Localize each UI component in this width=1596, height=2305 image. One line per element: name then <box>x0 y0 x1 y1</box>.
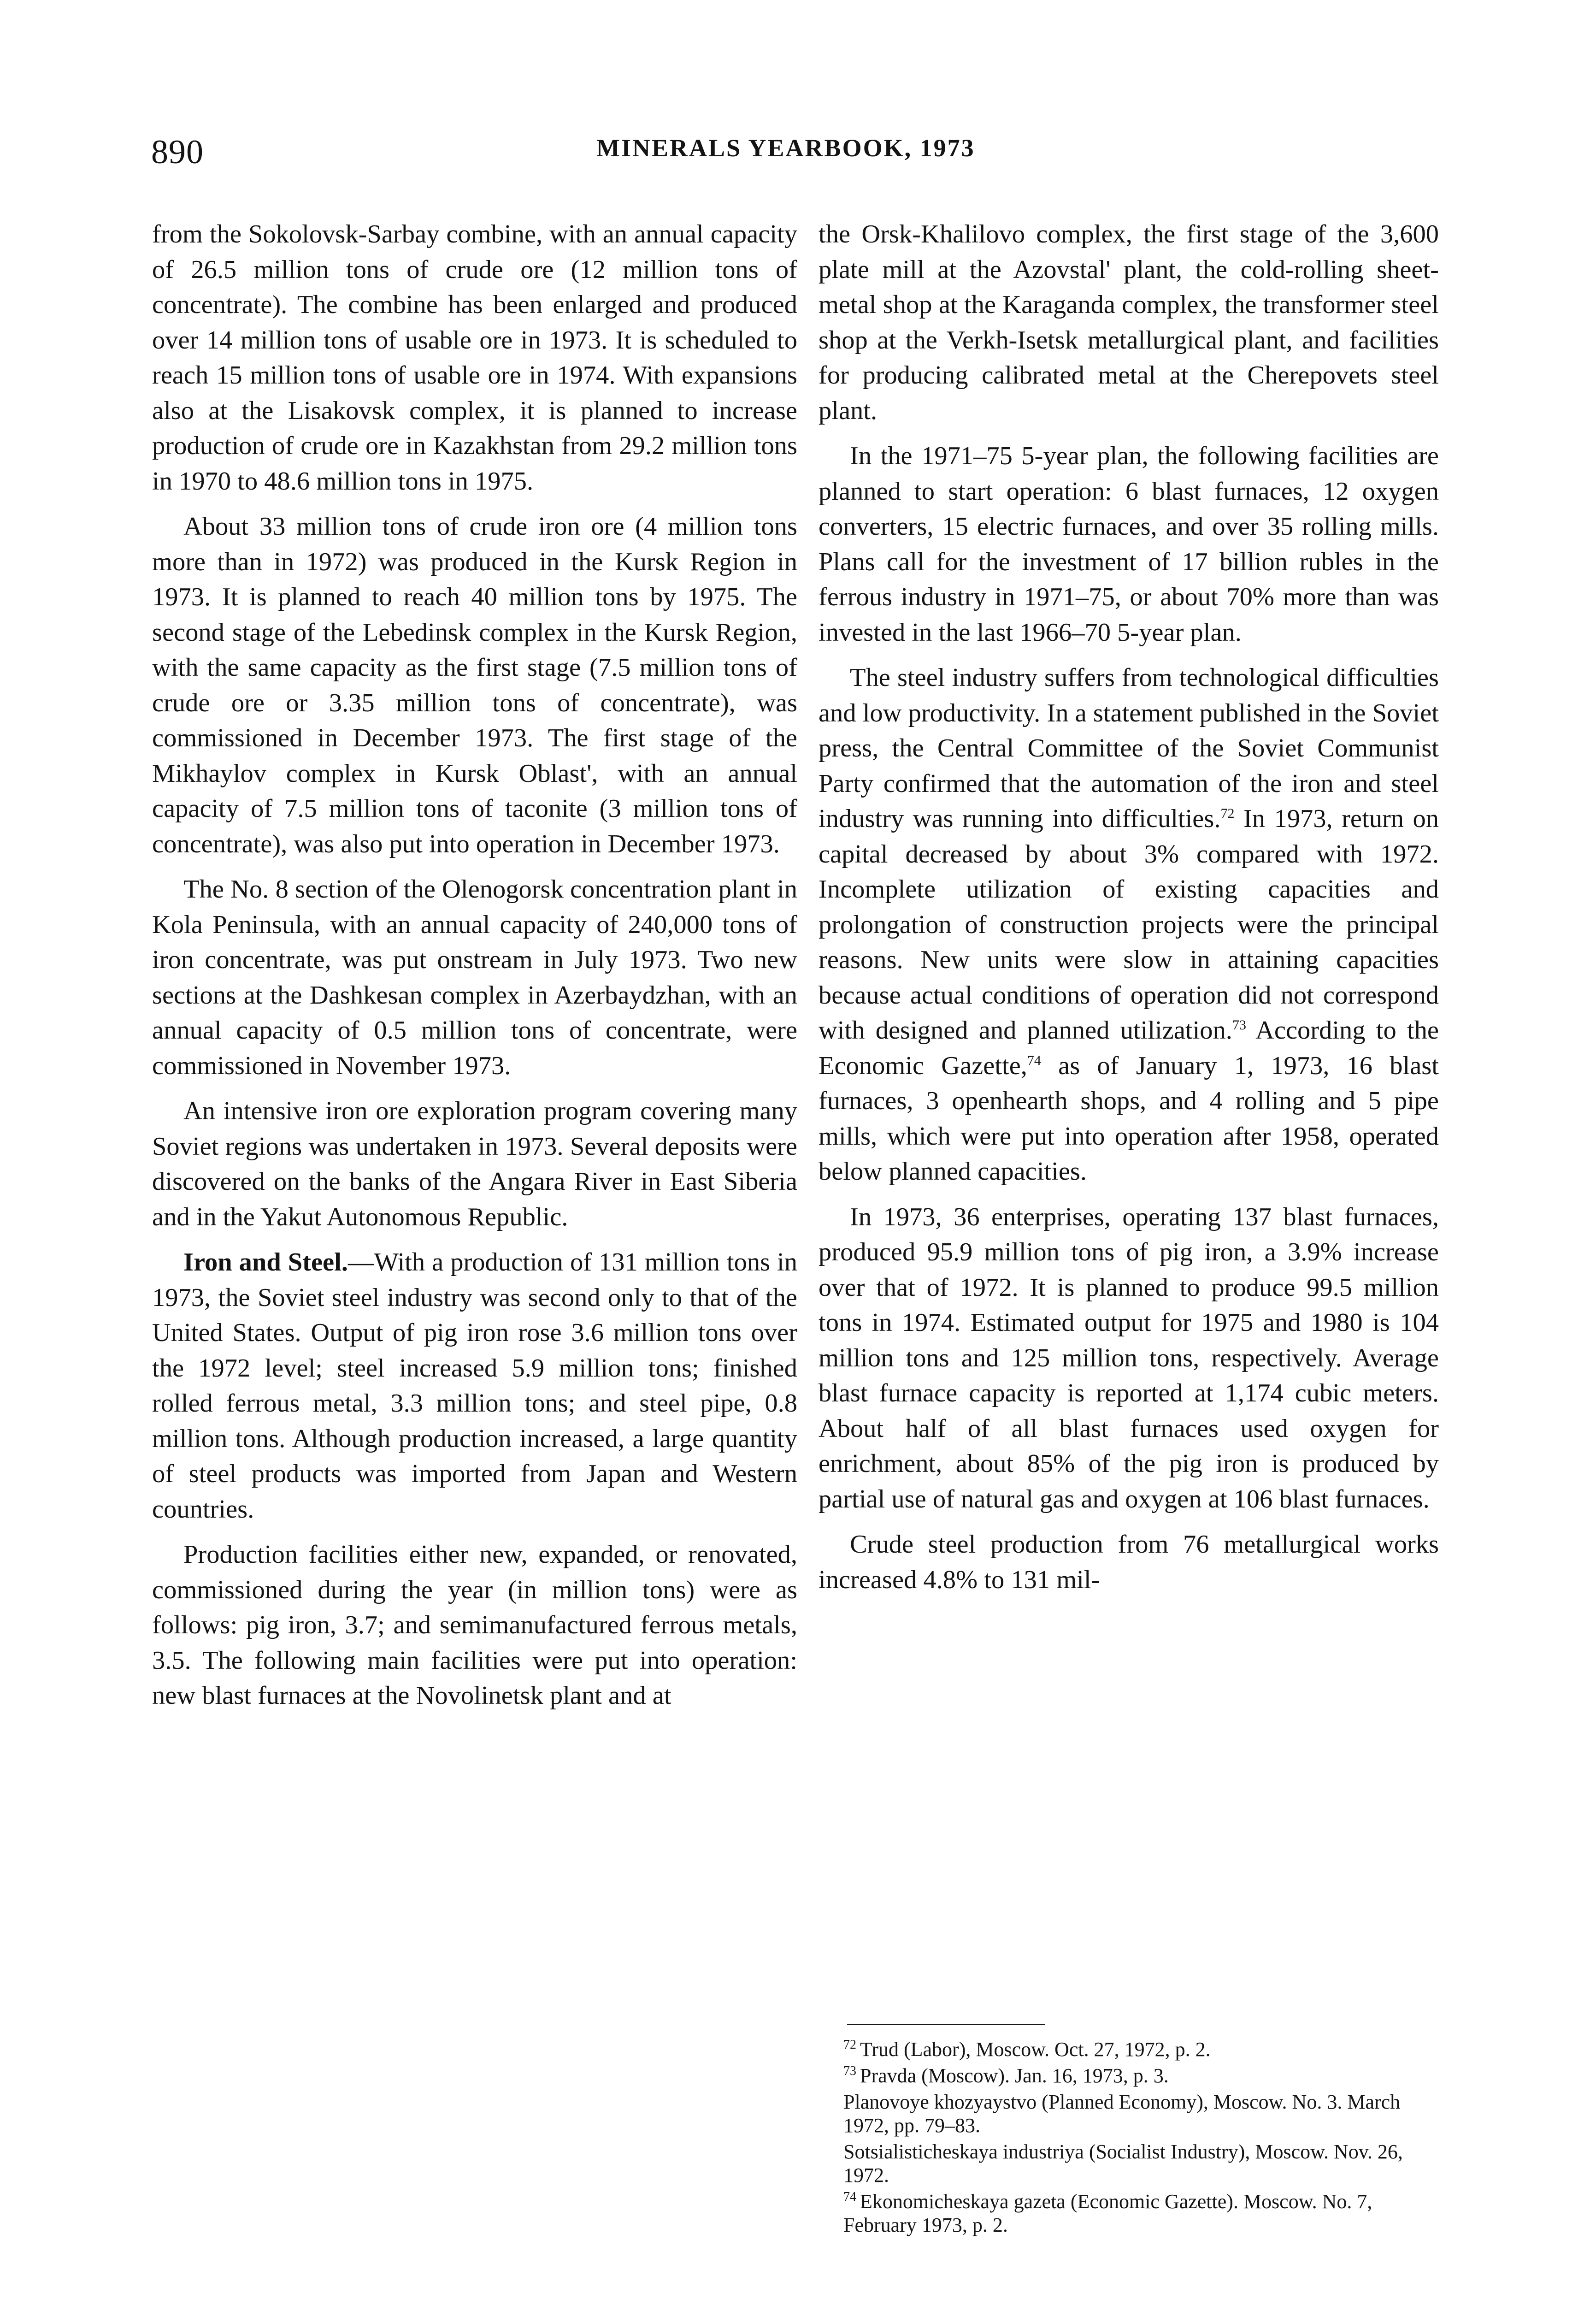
page-number: 890 <box>151 133 204 171</box>
footnote-72 <box>843 2038 1445 2061</box>
left-column <box>152 217 797 1724</box>
paragraph: from the Sokolovsk-Sarbay combine, with an annual capacity of 26.5 million tons of crude ore (12 million tons of concentrate). The combine has been enlarged and produced over 14 million tons of usable ore in 1973. It is scheduled to reach 15 million tons of usable ore in 1974. With expansions also at the Lisakovsk complex, it is planned to increase production of crude ore in Kazakhstan from 29.2 million tons in 1970 to 48.6 million tons in 1975. <box>152 220 797 496</box>
paragraph: In 1973, 36 enterprises, operating 137 blast furnaces, produced 95.9 million tons of pig iron, a 3.9% increase over that of 1972. It is planned to produce 99.5 million tons in 1974. Estimated output for 1975 and 1980 is 104 million tons and 125 million tons, respectively. Average blast furnace capacity is reported at 1,174 cubic meters. About half of all blast furnaces used oxygen for enrichment, about 85% of the pig iron is produced by partial use of natural gas and oxygen at 106 blast furnaces. <box>819 1202 1439 1513</box>
footnote-text: Trud (Labor), Moscow. Oct. 27, 1972, p. 2. <box>860 2038 1211 2061</box>
paragraph-body: —With a production of 131 million tons in 1973, the Soviet steel industry was second only to that of the United States. Output of pig iron rose 3.6 million tons over the 1972 level; steel increased 5.9 million tons; finished rolled ferrous metal, 3.3 million tons; and steel pipe, 0.8 million tons. Although production increased, a large quantity of steel products was imported from Japan and Western countries. <box>152 1248 797 1524</box>
footnote-mark: 73 <box>843 2064 856 2079</box>
footnote-divider <box>847 2024 1045 2025</box>
paragraph <box>819 660 1439 1189</box>
running-head: MINERALS YEARBOOK, 1973 <box>596 134 975 162</box>
footnote-text: Pravda (Moscow). Jan. 16, 1973, p. 3. <box>860 2064 1169 2087</box>
paragraph: Production facilities either new, expanded, or renovated, commissioned during the year (in million tons) were as follows: pig iron, 3.7; and semimanufactured ferrous metals, 3.5. The following main facilities were put into operation: new blast furnaces at the Novolinetsk plant and at <box>152 1540 797 1710</box>
footnotes <box>843 2038 1445 2240</box>
paragraph: Crude steel production from 76 metallurgical works increased 4.8% to 131 mil- <box>819 1530 1439 1594</box>
footnote-73-continued: Sotsialisticheskaya industriya (Socialist Industry), Moscow. Nov. 26, 1972. <box>843 2140 1403 2187</box>
footnote-ref: 72 <box>1220 806 1235 822</box>
text-run: In 1973, return on capital decreased by about 3% compared with 1972. Incomplete utilization of existing capacities and prolongation of construction projects were the principal reasons. New units were slow in attaining capacities because actual conditions of operation did not correspond with designed and planned utilization. <box>819 804 1439 1045</box>
footnote-mark: 74 <box>843 2190 856 2205</box>
footnote-mark: 72 <box>843 2038 856 2052</box>
footnote-ref: 73 <box>1232 1017 1246 1033</box>
footnote-text: Ekonomicheskaya gazeta (Economic Gazette). Moscow. No. 7, February 1973, p. 2. <box>843 2190 1372 2236</box>
paragraph-iron-and-steel <box>152 1245 797 1527</box>
paragraph: The No. 8 section of the Olenogorsk concentration plant in Kola Peninsula, with an annual capacity of 240,000 tons of iron concentrate, was put onstream in July 1973. Two new sections at the Dashkesan complex in Azerbaydzhan, with an annual capacity of 0.5 million tons of concentrate, were commissioned in November 1973. <box>152 875 797 1080</box>
footnote-ref: 74 <box>1027 1052 1041 1068</box>
paragraph: An intensive iron ore exploration program covering many Soviet regions was undertaken in 1973. Several deposits were discovered on the banks of the Angara River in East Siberia and in the Yakut Autonomous Republic. <box>152 1097 797 1231</box>
footnote-73-continued: Planovoye khozyaystvo (Planned Economy), Moscow. No. 3. March 1972, pp. 79–83. <box>843 2091 1401 2137</box>
text-run: as of January 1, 1973, 16 blast furnaces, 3 openhearth shops, and 4 rolling and 5 pipe mills, which were put into operation after 1958, operated below planned capacities. <box>819 1051 1439 1186</box>
paragraph: In the 1971–75 5-year plan, the following facilities are planned to start operation: 6 blast furnaces, 12 oxygen converters, 15 electric furnaces, and over 35 rolling mills. Plans call for the investment of 17 billion rubles in the ferrous industry in 1971–75, or about 70% more than was invested in the last 1966–70 5-year plan. <box>819 442 1439 647</box>
section-heading: Iron and Steel. <box>183 1248 348 1277</box>
paragraph: the Orsk-Khalilovo complex, the first stage of the 3,600 plate mill at the Azovstal' plant, the cold-rolling sheet-metal shop at the Karaganda complex, the transformer steel shop at the Verkh-Isetsk metallurgical plant, and facilities for producing calibrated metal at the Cherepovets steel plant. <box>819 220 1439 425</box>
text-run: According to the Economic Gazette, <box>819 1016 1439 1080</box>
footnote-74 <box>843 2190 1445 2237</box>
right-column <box>819 217 1439 1608</box>
text-run: The steel industry suffers from technological difficulties and low productivity. In a statement published in the Soviet press, the Central Committee of the Soviet Communist Party confirmed that the automation of the iron and steel industry was running into difficulties. <box>819 663 1439 833</box>
paragraph: About 33 million tons of crude iron ore (4 million tons more than in 1972) was produced in the Kursk Region in 1973. It is planned to reach 40 million tons by 1975. The second stage of the Lebedinsk complex in the Kursk Region, with the same capacity as the first stage (7.5 million tons of crude ore or 3.35 million tons of concentrate), was commissioned in December 1973. The first stage of the Mikhaylov complex in Kursk Oblast', with an annual capacity of 7.5 million tons of taconite (3 million tons of concentrate), was also put into operation in December 1973. <box>152 512 797 858</box>
footnote-73 <box>843 2064 1445 2087</box>
